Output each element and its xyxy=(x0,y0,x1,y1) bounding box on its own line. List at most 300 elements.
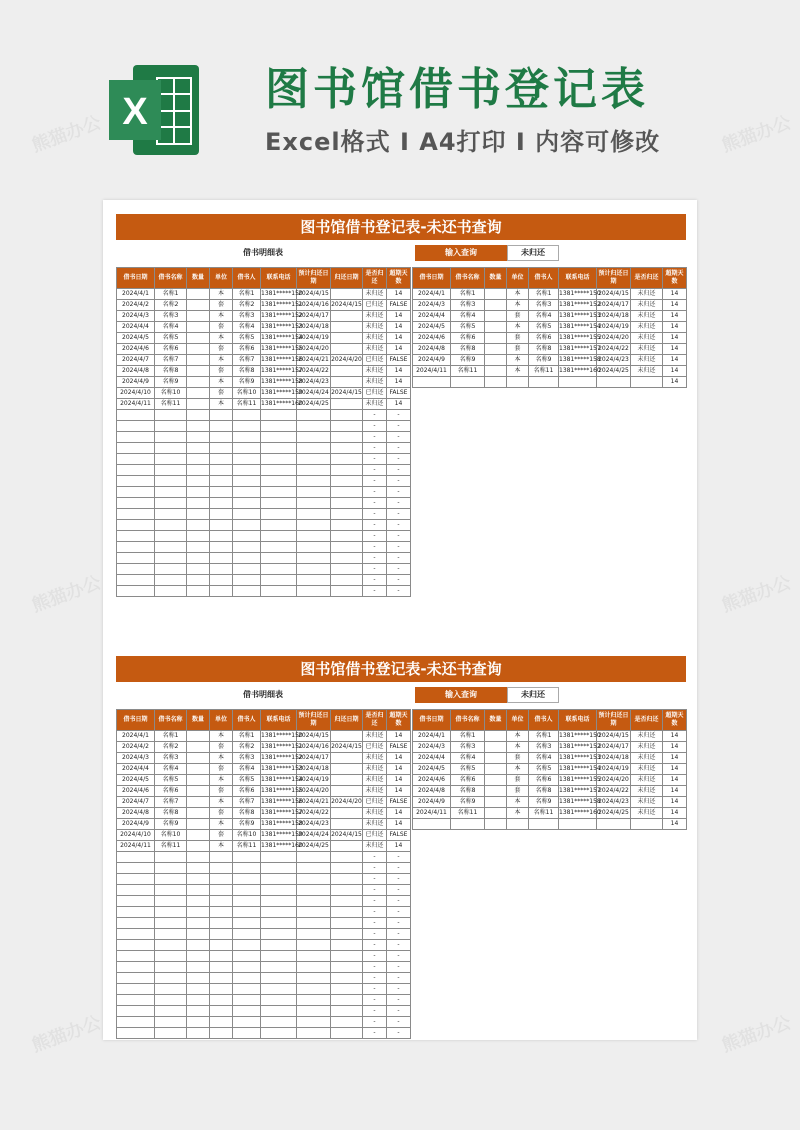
table-cell[interactable] xyxy=(210,542,233,553)
table-cell[interactable]: 套 xyxy=(507,753,529,764)
table-cell[interactable] xyxy=(117,564,155,575)
table-cell[interactable]: 2024/4/15 xyxy=(331,830,363,841)
table-cell[interactable]: 名称1 xyxy=(233,289,261,300)
table-cell[interactable]: 2024/4/15 xyxy=(597,731,631,742)
table-cell[interactable] xyxy=(261,531,297,542)
table-cell[interactable] xyxy=(187,742,210,753)
table-cell[interactable] xyxy=(261,918,297,929)
table-cell[interactable]: 名称1 xyxy=(451,289,485,300)
table-cell[interactable] xyxy=(210,410,233,421)
table-cell[interactable] xyxy=(155,542,187,553)
table-cell[interactable] xyxy=(117,454,155,465)
table-cell[interactable] xyxy=(117,498,155,509)
table-cell[interactable]: 14 xyxy=(663,322,687,333)
table-cell[interactable] xyxy=(297,940,331,951)
table-cell[interactable] xyxy=(297,410,331,421)
table-cell[interactable] xyxy=(117,973,155,984)
table-cell[interactable]: 本 xyxy=(507,322,529,333)
table-cell[interactable]: - xyxy=(387,575,411,586)
table-cell[interactable]: 2024/4/9 xyxy=(117,377,155,388)
table-cell[interactable] xyxy=(485,311,507,322)
table-cell[interactable]: 名称3 xyxy=(529,742,559,753)
table-cell[interactable]: 已归还 xyxy=(363,742,387,753)
table-cell[interactable]: 14 xyxy=(387,819,411,830)
table-cell[interactable] xyxy=(187,498,210,509)
table-cell[interactable] xyxy=(331,289,363,300)
table-cell[interactable] xyxy=(297,951,331,962)
table-cell[interactable]: - xyxy=(363,852,387,863)
table-cell[interactable]: 本 xyxy=(507,797,529,808)
table-cell[interactable]: 名称10 xyxy=(155,388,187,399)
table-cell[interactable] xyxy=(233,885,261,896)
table-cell[interactable] xyxy=(210,586,233,597)
table-cell[interactable]: 名称4 xyxy=(451,753,485,764)
table-cell[interactable]: 本 xyxy=(210,841,233,852)
table-cell[interactable]: 2024/4/23 xyxy=(297,819,331,830)
table-cell[interactable] xyxy=(331,564,363,575)
table-cell[interactable]: 名称1 xyxy=(451,731,485,742)
table-cell[interactable]: 2024/4/9 xyxy=(413,355,451,366)
table-cell[interactable] xyxy=(117,542,155,553)
table-cell[interactable] xyxy=(331,553,363,564)
table-cell[interactable] xyxy=(187,476,210,487)
table-cell[interactable]: 未归还 xyxy=(631,797,663,808)
table-cell[interactable] xyxy=(187,764,210,775)
table-cell[interactable]: 本 xyxy=(210,311,233,322)
table-cell[interactable]: 1381*****153 xyxy=(559,311,597,322)
table-cell[interactable] xyxy=(331,1017,363,1028)
table-cell[interactable]: 名称2 xyxy=(233,300,261,311)
table-cell[interactable]: 1381*****150 xyxy=(261,289,297,300)
table-cell[interactable] xyxy=(331,454,363,465)
table-cell[interactable] xyxy=(117,984,155,995)
table-cell[interactable]: - xyxy=(387,973,411,984)
table-cell[interactable]: 1381*****154 xyxy=(559,764,597,775)
table-cell[interactable]: 14 xyxy=(663,786,687,797)
table-cell[interactable]: 本 xyxy=(210,289,233,300)
table-cell[interactable] xyxy=(485,322,507,333)
table-cell[interactable]: 未归还 xyxy=(631,742,663,753)
table-cell[interactable]: 14 xyxy=(387,289,411,300)
table-cell[interactable] xyxy=(155,421,187,432)
table-cell[interactable]: - xyxy=(363,951,387,962)
table-cell[interactable]: 2024/4/15 xyxy=(297,731,331,742)
table-cell[interactable] xyxy=(331,432,363,443)
table-cell[interactable]: 未归还 xyxy=(631,344,663,355)
table-cell[interactable]: 名称5 xyxy=(155,775,187,786)
table-cell[interactable]: - xyxy=(387,918,411,929)
table-cell[interactable] xyxy=(297,509,331,520)
table-cell[interactable]: 2024/4/17 xyxy=(597,300,631,311)
table-cell[interactable] xyxy=(117,586,155,597)
table-cell[interactable]: - xyxy=(387,984,411,995)
table-cell[interactable]: 1381*****159 xyxy=(261,830,297,841)
table-cell[interactable] xyxy=(210,454,233,465)
table-cell[interactable]: 1381*****150 xyxy=(261,731,297,742)
table-cell[interactable] xyxy=(117,421,155,432)
table-cell[interactable]: 1381*****160 xyxy=(261,399,297,410)
table-cell[interactable]: 未归还 xyxy=(631,753,663,764)
table-cell[interactable]: 名称6 xyxy=(529,775,559,786)
table-cell[interactable] xyxy=(210,531,233,542)
table-cell[interactable]: 2024/4/5 xyxy=(413,322,451,333)
table-cell[interactable] xyxy=(210,421,233,432)
table-cell[interactable]: 名称10 xyxy=(155,830,187,841)
table-cell[interactable]: - xyxy=(363,984,387,995)
table-cell[interactable] xyxy=(187,564,210,575)
table-cell[interactable]: 2024/4/25 xyxy=(297,399,331,410)
table-cell[interactable] xyxy=(210,907,233,918)
table-cell[interactable]: 名称1 xyxy=(155,731,187,742)
table-cell[interactable] xyxy=(233,575,261,586)
table-cell[interactable]: 2024/4/23 xyxy=(297,377,331,388)
table-cell[interactable] xyxy=(187,918,210,929)
table-cell[interactable] xyxy=(187,786,210,797)
table-cell[interactable]: 1381*****151 xyxy=(261,300,297,311)
table-cell[interactable]: 2024/4/25 xyxy=(297,841,331,852)
table-cell[interactable]: - xyxy=(363,454,387,465)
table-cell[interactable] xyxy=(187,830,210,841)
table-cell[interactable]: 未归还 xyxy=(631,311,663,322)
table-cell[interactable]: 1381*****155 xyxy=(261,344,297,355)
table-cell[interactable]: - xyxy=(387,863,411,874)
table-cell[interactable] xyxy=(187,553,210,564)
table-cell[interactable]: - xyxy=(363,542,387,553)
table-cell[interactable]: 名称1 xyxy=(529,731,559,742)
table-cell[interactable] xyxy=(117,962,155,973)
table-cell[interactable]: 名称3 xyxy=(451,742,485,753)
table-cell[interactable]: 未归还 xyxy=(363,377,387,388)
table-cell[interactable]: 14 xyxy=(387,377,411,388)
table-cell[interactable]: 2024/4/8 xyxy=(413,344,451,355)
table-cell[interactable]: 1381*****154 xyxy=(261,775,297,786)
table-cell[interactable] xyxy=(331,509,363,520)
table-cell[interactable]: 2024/4/3 xyxy=(413,742,451,753)
table-cell[interactable]: 14 xyxy=(387,311,411,322)
table-cell[interactable]: 1381*****155 xyxy=(559,333,597,344)
table-cell[interactable]: 本 xyxy=(507,289,529,300)
table-cell[interactable]: - xyxy=(363,432,387,443)
table-cell[interactable]: - xyxy=(387,509,411,520)
table-cell[interactable] xyxy=(331,786,363,797)
table-cell[interactable] xyxy=(117,509,155,520)
table-cell[interactable] xyxy=(297,465,331,476)
table-cell[interactable] xyxy=(155,498,187,509)
table-cell[interactable] xyxy=(297,520,331,531)
table-cell[interactable] xyxy=(485,300,507,311)
table-cell[interactable]: 1381*****155 xyxy=(559,775,597,786)
table-cell[interactable] xyxy=(155,907,187,918)
table-cell[interactable] xyxy=(331,443,363,454)
table-cell[interactable]: 2024/4/23 xyxy=(597,355,631,366)
table-cell[interactable] xyxy=(155,520,187,531)
table-cell[interactable] xyxy=(187,509,210,520)
table-cell[interactable]: 14 xyxy=(663,731,687,742)
table-cell[interactable]: 2024/4/7 xyxy=(117,355,155,366)
table-cell[interactable]: 1381*****158 xyxy=(261,819,297,830)
table-cell[interactable]: - xyxy=(363,586,387,597)
table-cell[interactable]: 本 xyxy=(210,377,233,388)
table-cell[interactable] xyxy=(117,443,155,454)
table-cell[interactable]: - xyxy=(387,553,411,564)
table-cell[interactable]: 1381*****153 xyxy=(559,753,597,764)
table-cell[interactable]: 14 xyxy=(387,731,411,742)
table-cell[interactable] xyxy=(210,918,233,929)
table-cell[interactable]: 名称4 xyxy=(233,322,261,333)
table-cell[interactable] xyxy=(210,432,233,443)
table-cell[interactable]: 名称5 xyxy=(155,333,187,344)
table-cell[interactable] xyxy=(233,454,261,465)
table-cell[interactable] xyxy=(331,410,363,421)
table-cell[interactable] xyxy=(485,355,507,366)
table-cell[interactable] xyxy=(117,874,155,885)
table-cell[interactable]: 名称9 xyxy=(233,377,261,388)
table-cell[interactable]: 本 xyxy=(210,355,233,366)
table-cell[interactable]: 已归还 xyxy=(363,388,387,399)
table-cell[interactable]: - xyxy=(363,973,387,984)
table-cell[interactable]: - xyxy=(363,896,387,907)
table-cell[interactable]: 14 xyxy=(663,819,687,830)
table-cell[interactable] xyxy=(331,973,363,984)
table-cell[interactable] xyxy=(261,553,297,564)
table-cell[interactable] xyxy=(233,410,261,421)
table-cell[interactable] xyxy=(233,918,261,929)
table-cell[interactable]: 14 xyxy=(663,753,687,764)
table-cell[interactable] xyxy=(485,808,507,819)
table-cell[interactable] xyxy=(187,322,210,333)
table-cell[interactable]: 本 xyxy=(210,775,233,786)
table-cell[interactable]: 已归还 xyxy=(363,300,387,311)
table-cell[interactable] xyxy=(261,984,297,995)
table-cell[interactable]: 2024/4/11 xyxy=(117,399,155,410)
table-cell[interactable]: 1381*****153 xyxy=(261,764,297,775)
table-cell[interactable] xyxy=(187,819,210,830)
table-cell[interactable]: 14 xyxy=(663,764,687,775)
table-cell[interactable] xyxy=(117,575,155,586)
table-cell[interactable]: - xyxy=(387,564,411,575)
table-cell[interactable]: 名称3 xyxy=(233,753,261,764)
table-cell[interactable] xyxy=(331,377,363,388)
table-cell[interactable]: - xyxy=(363,553,387,564)
table-cell[interactable]: 名称6 xyxy=(155,344,187,355)
table-cell[interactable] xyxy=(297,863,331,874)
table-cell[interactable]: 名称2 xyxy=(233,742,261,753)
table-cell[interactable]: 套 xyxy=(210,742,233,753)
table-cell[interactable] xyxy=(451,819,485,830)
table-cell[interactable]: 名称8 xyxy=(155,366,187,377)
table-cell[interactable] xyxy=(485,742,507,753)
table-cell[interactable] xyxy=(331,399,363,410)
table-cell[interactable]: 名称2 xyxy=(155,742,187,753)
table-cell[interactable] xyxy=(261,564,297,575)
table-cell[interactable] xyxy=(331,753,363,764)
table-cell[interactable] xyxy=(233,476,261,487)
table-cell[interactable]: 2024/4/18 xyxy=(597,311,631,322)
table-cell[interactable] xyxy=(155,1006,187,1017)
table-cell[interactable] xyxy=(117,465,155,476)
table-cell[interactable]: - xyxy=(387,498,411,509)
table-cell[interactable]: FALSE xyxy=(387,355,411,366)
table-cell[interactable]: 2024/4/20 xyxy=(331,355,363,366)
table-cell[interactable]: 名称5 xyxy=(451,322,485,333)
table-cell[interactable] xyxy=(210,995,233,1006)
table-cell[interactable]: 本 xyxy=(507,742,529,753)
table-cell[interactable]: - xyxy=(387,443,411,454)
table-cell[interactable] xyxy=(331,896,363,907)
table-cell[interactable] xyxy=(331,586,363,597)
table-cell[interactable]: 14 xyxy=(387,322,411,333)
table-cell[interactable]: 14 xyxy=(387,333,411,344)
table-cell[interactable] xyxy=(155,465,187,476)
table-cell[interactable] xyxy=(233,421,261,432)
table-cell[interactable]: 名称10 xyxy=(233,388,261,399)
table-cell[interactable] xyxy=(233,487,261,498)
table-cell[interactable]: 本 xyxy=(210,731,233,742)
table-cell[interactable] xyxy=(187,575,210,586)
table-cell[interactable] xyxy=(261,586,297,597)
table-cell[interactable] xyxy=(187,973,210,984)
table-cell[interactable]: 1381*****160 xyxy=(261,841,297,852)
table-cell[interactable] xyxy=(117,995,155,1006)
table-cell[interactable] xyxy=(117,918,155,929)
table-cell[interactable]: 名称9 xyxy=(451,797,485,808)
table-cell[interactable] xyxy=(297,929,331,940)
table-cell[interactable] xyxy=(331,498,363,509)
table-cell[interactable] xyxy=(559,377,597,388)
table-cell[interactable] xyxy=(187,355,210,366)
table-cell[interactable] xyxy=(187,300,210,311)
table-cell[interactable] xyxy=(233,951,261,962)
table-cell[interactable] xyxy=(297,575,331,586)
table-cell[interactable]: 套 xyxy=(210,344,233,355)
table-cell[interactable]: 2024/4/4 xyxy=(413,753,451,764)
table-cell[interactable] xyxy=(155,852,187,863)
table-cell[interactable] xyxy=(117,940,155,951)
table-cell[interactable]: 1381*****152 xyxy=(559,300,597,311)
table-cell[interactable]: 14 xyxy=(663,775,687,786)
table-cell[interactable] xyxy=(155,863,187,874)
table-cell[interactable]: 名称9 xyxy=(529,355,559,366)
table-cell[interactable]: 14 xyxy=(387,399,411,410)
table-cell[interactable]: 未归还 xyxy=(631,333,663,344)
table-cell[interactable] xyxy=(261,443,297,454)
table-cell[interactable]: 1381*****152 xyxy=(261,311,297,322)
table-cell[interactable] xyxy=(331,940,363,951)
table-cell[interactable] xyxy=(187,421,210,432)
table-cell[interactable] xyxy=(117,476,155,487)
table-cell[interactable] xyxy=(297,874,331,885)
table-cell[interactable] xyxy=(187,863,210,874)
table-cell[interactable]: 1381*****154 xyxy=(559,322,597,333)
table-cell[interactable]: 14 xyxy=(387,344,411,355)
table-cell[interactable]: 未归还 xyxy=(631,366,663,377)
table-cell[interactable]: 2024/4/18 xyxy=(597,753,631,764)
table-cell[interactable] xyxy=(187,344,210,355)
table-cell[interactable]: - xyxy=(387,951,411,962)
table-cell[interactable]: 名称6 xyxy=(233,786,261,797)
table-cell[interactable]: 名称4 xyxy=(529,311,559,322)
table-cell[interactable] xyxy=(155,553,187,564)
table-cell[interactable] xyxy=(210,885,233,896)
table-cell[interactable]: 名称4 xyxy=(155,764,187,775)
table-cell[interactable] xyxy=(233,863,261,874)
table-cell[interactable] xyxy=(155,962,187,973)
table-cell[interactable]: 本 xyxy=(507,355,529,366)
table-cell[interactable]: 1381*****160 xyxy=(559,808,597,819)
table-cell[interactable]: 2024/4/20 xyxy=(297,786,331,797)
table-cell[interactable]: 名称8 xyxy=(529,344,559,355)
table-cell[interactable] xyxy=(233,542,261,553)
table-cell[interactable]: 2024/4/19 xyxy=(297,333,331,344)
table-cell[interactable] xyxy=(261,929,297,940)
table-cell[interactable]: 2024/4/6 xyxy=(413,775,451,786)
table-cell[interactable] xyxy=(187,289,210,300)
table-cell[interactable] xyxy=(297,907,331,918)
table-cell[interactable] xyxy=(233,940,261,951)
table-cell[interactable]: 2024/4/8 xyxy=(117,366,155,377)
table-cell[interactable] xyxy=(297,553,331,564)
table-cell[interactable] xyxy=(297,487,331,498)
table-cell[interactable]: 14 xyxy=(663,366,687,377)
table-cell[interactable] xyxy=(155,896,187,907)
table-cell[interactable]: 2024/4/3 xyxy=(117,311,155,322)
table-cell[interactable]: - xyxy=(387,1006,411,1017)
table-cell[interactable] xyxy=(297,498,331,509)
table-cell[interactable]: 名称8 xyxy=(233,366,261,377)
table-cell[interactable] xyxy=(210,951,233,962)
table-cell[interactable]: 1381*****157 xyxy=(261,808,297,819)
table-cell[interactable] xyxy=(451,377,485,388)
table-cell[interactable]: 已归还 xyxy=(363,830,387,841)
table-cell[interactable] xyxy=(155,454,187,465)
table-cell[interactable] xyxy=(261,863,297,874)
table-cell[interactable] xyxy=(155,564,187,575)
table-cell[interactable]: 已归还 xyxy=(363,797,387,808)
table-cell[interactable]: 名称11 xyxy=(529,366,559,377)
table-cell[interactable] xyxy=(233,531,261,542)
table-cell[interactable]: 本 xyxy=(507,808,529,819)
table-cell[interactable] xyxy=(187,586,210,597)
table-cell[interactable] xyxy=(210,1006,233,1017)
table-cell[interactable]: 2024/4/7 xyxy=(117,797,155,808)
table-cell[interactable]: - xyxy=(363,421,387,432)
table-cell[interactable]: 2024/4/18 xyxy=(297,764,331,775)
table-cell[interactable] xyxy=(155,443,187,454)
table-cell[interactable] xyxy=(187,432,210,443)
table-cell[interactable] xyxy=(233,984,261,995)
table-cell[interactable] xyxy=(261,907,297,918)
table-cell[interactable]: 名称8 xyxy=(451,344,485,355)
table-cell[interactable] xyxy=(485,377,507,388)
table-cell[interactable] xyxy=(485,775,507,786)
table-cell[interactable] xyxy=(117,432,155,443)
table-cell[interactable]: 未归还 xyxy=(363,311,387,322)
table-cell[interactable] xyxy=(297,973,331,984)
table-cell[interactable]: FALSE xyxy=(387,797,411,808)
table-cell[interactable]: 1381*****152 xyxy=(559,742,597,753)
table-cell[interactable] xyxy=(413,377,451,388)
table-cell[interactable]: 2024/4/15 xyxy=(331,300,363,311)
table-cell[interactable] xyxy=(261,852,297,863)
table-cell[interactable] xyxy=(331,874,363,885)
table-cell[interactable]: 14 xyxy=(387,786,411,797)
table-cell[interactable] xyxy=(485,797,507,808)
table-cell[interactable] xyxy=(261,951,297,962)
table-cell[interactable] xyxy=(331,907,363,918)
table-cell[interactable]: 2024/4/3 xyxy=(117,753,155,764)
table-cell[interactable] xyxy=(331,841,363,852)
table-cell[interactable]: 本 xyxy=(507,300,529,311)
